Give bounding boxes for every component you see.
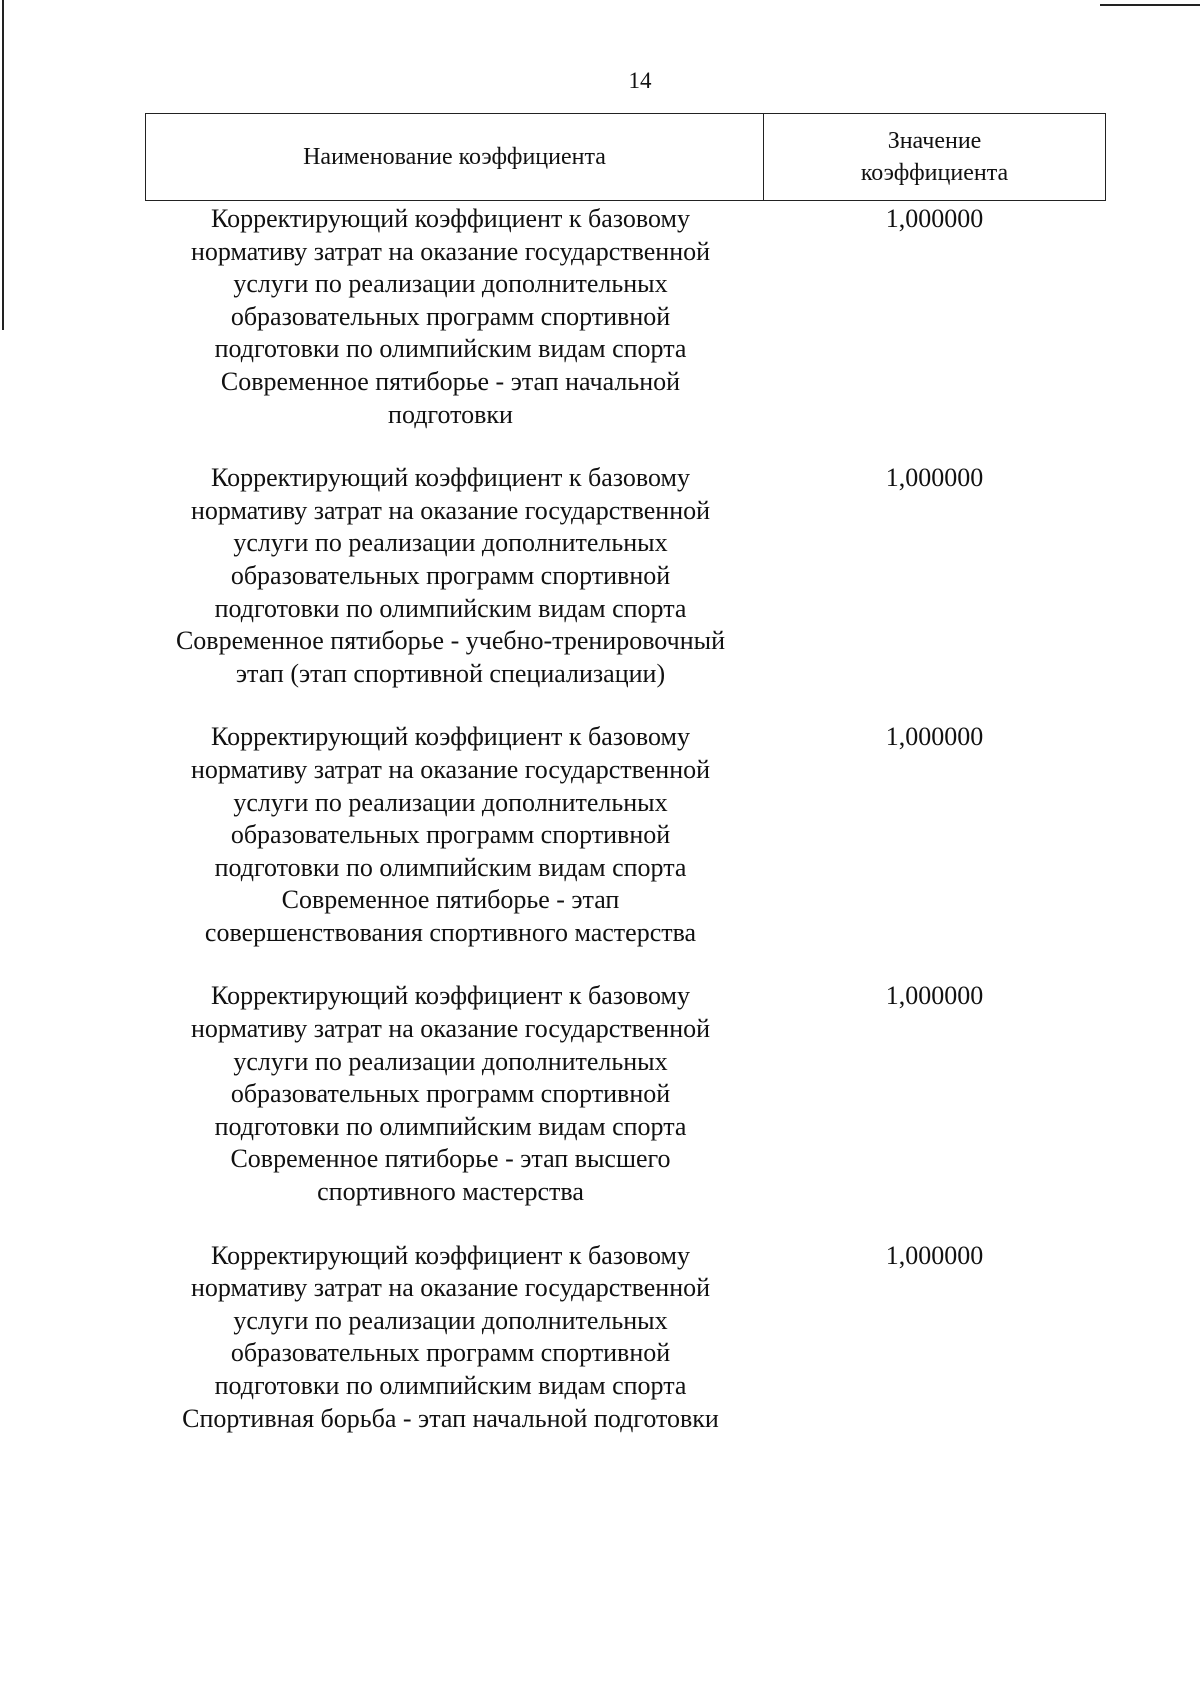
coefficient-name-cell: [146, 460, 764, 719]
table-row: [146, 201, 1106, 461]
coefficient-name: Корректирующий коэффициент к базовому нормативу затрат на оказание государственной услуги по реализации дополнительных образовательных программ спортивной подготовки по олимпийским видам спорта Спортивная борьба - этап начальной подготовки: [182, 1240, 719, 1433]
coefficient-value: 1,000000: [885, 981, 984, 1011]
coefficient-value-cell: [764, 978, 1106, 1237]
coefficient-name-cell: [146, 1238, 764, 1465]
coefficient-name: Корректирующий коэффициент к базовому нормативу затрат на оказание государственной услуги по реализации дополнительных образовательных программ спортивной подготовки по олимпийским видам спорта Современное пятиборье - учебно-тренировочный этап (этап спортивной специализации): [175, 463, 726, 688]
header-coefficient-name: [146, 114, 764, 201]
table-header-row: [146, 114, 1106, 201]
coefficient-name: Корректирующий коэффициент к базовому нормативу затрат на оказание государственной услуги по реализации дополнительных образовательных программ спортивной подготовки по олимпийским видам спорта Современное пятиборье - этап совершенствования спортивного мастерства: [190, 722, 711, 947]
coefficient-value-cell: [764, 201, 1106, 461]
coefficient-name-cell: [146, 978, 764, 1237]
coefficient-value: 1,000000: [885, 1240, 984, 1270]
scan-edge-left: [2, 0, 4, 330]
coefficient-value: 1,000000: [885, 722, 984, 752]
coefficient-name: Корректирующий коэффициент к базовому нормативу затрат на оказание государственной услуги по реализации дополнительных образовательных программ спортивной подготовки по олимпийским видам спорта Современное пятиборье - этап высшего спортивного мастерства: [190, 981, 711, 1207]
coefficient-name-cell: [146, 719, 764, 978]
header-coefficient-value-label: Значение коэффициента: [860, 128, 1009, 186]
coefficients-table: [145, 113, 1106, 1464]
header-coefficient-value: [764, 114, 1106, 201]
coefficient-value: 1,000000: [885, 204, 984, 233]
coefficient-value-cell: [764, 719, 1106, 978]
coefficient-name-cell: [146, 201, 764, 461]
table-row: [146, 1238, 1106, 1465]
scan-edge-top: [1100, 4, 1200, 6]
coefficient-name: Корректирующий коэффициент к базовому нормативу затрат на оказание государственной услуги по реализации дополнительных образовательных программ спортивной подготовки по олимпийским видам спорта Современное пятиборье - этап начальной подготовки: [190, 204, 711, 429]
table-row: [146, 978, 1106, 1237]
coefficient-value-cell: [764, 1238, 1106, 1465]
coefficient-value: 1,000000: [885, 463, 984, 493]
table-row: [146, 460, 1106, 719]
coefficient-value-cell: [764, 460, 1106, 719]
table-row: [146, 719, 1106, 978]
header-coefficient-name-label: Наименование коэффициента: [303, 144, 606, 170]
page-number: 14: [628, 68, 652, 93]
